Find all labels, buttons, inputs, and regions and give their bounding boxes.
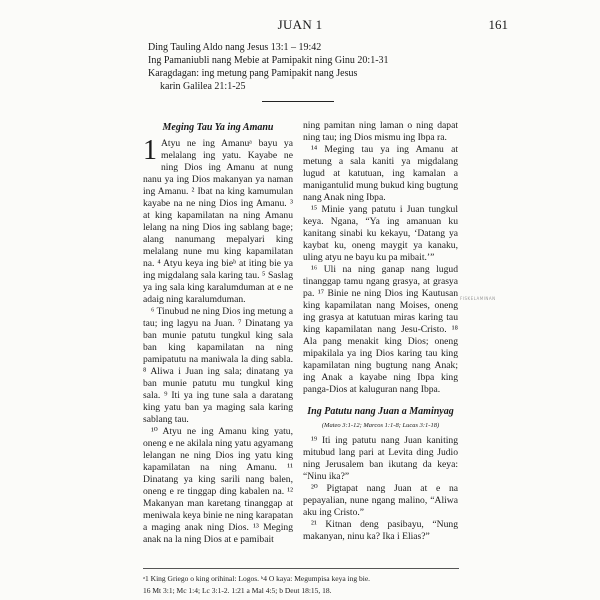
left-column [143, 120, 293, 546]
paragraph: ¹⁶ Uli na ning ganap nang lugud tinanggap tamu ngang grasya, at grasya pa. ¹⁷ Binie ne ning Dios ing Kautusan king kapamilatan nang Moises, oneng ing grasya at katutuan miras karing tau king kapamilatan nang Jesu-Cristo. ¹⁸ Ala pang menakit king Dios; oneng mipakilala ya ing Dios karing tau king kapamilatan ning bugtung nang Anak; ing Anak a kayabe ning Ibpa king panga-Dios at kaluguran nang Ibpa. [303, 264, 458, 395]
paragraph: ¹⁹ Iti ing patutu nang Juan kaniting mitubud lang pari at Levita ding Judio ning Jerusalem ban ikutang da keya: “Ninu ika?” [303, 435, 458, 482]
outline-line: Karagdagan: ing metung pang Pamipakit nang Jesus [148, 68, 358, 79]
book-outline [148, 41, 528, 93]
outline-separator [262, 101, 334, 102]
cross-reference: (Mateo 3:1-12; Marcos 1:1-8; Lucas 3:1-18) [321, 422, 440, 429]
paragraph: ⁶ Tinubud ne ning Dios ing metung a tau; ing lagyu na Juan. ⁷ Dinatang ya ban munie patutu tungkul king sala ban king kapamilatan na ning pamipatutu na maniwala la ding sabla. ⁸ Aliwa i Juan ing sala; dinatang ya ban munie patutu mu tungkul king sala. ⁹ Iti ya ing tune sala a daratang king yatu ban ya maging sala karing sablang tau. [143, 306, 293, 425]
outline-line: Ing Pamaniubli nang Mebie at Pamipakit ning Ginu 20:1-31 [148, 55, 389, 66]
outline-line: Ding Tauling Aldo nang Jesus 13:1 – 19:42 [148, 42, 322, 53]
paragraph: ²¹ Kitnan deng pasibayu, “Nung makanyan, ninu ka? Ika i Elias?” [303, 519, 458, 542]
right-column [303, 120, 458, 543]
chapter-drop-cap: 1 [143, 135, 157, 166]
paragraph: ning pamitan ning laman o ning dapat ning tau; ing Dios mismu ing Ibpa ra. [303, 120, 458, 143]
outline-line: karin Galilea 21:1-25 [160, 81, 246, 92]
chapter-header: JUAN 1 [277, 17, 323, 32]
paragraph: ¹⁵ Minie yang patutu i Juan tungkul keya. Ngana, “Ya ing amanuan ku kanitang sinabi ku kekayu, ‘Datang ya kaybat ku, oneng maygit ya kanaku, uling atyu ne bayu ku pa mibait.’” [303, 204, 458, 263]
section-heading: Ing Patutu nang Juan a Maminyag [307, 406, 454, 417]
margin-watermark: FISKELAMINAN [460, 296, 496, 301]
paragraph: ¹⁴ Meging tau ya ing Amanu at metung a sala kaniti ya migdalang lugud at katutuan, ing kamalan a manigantulid mung bukud king bugtung nang Anak ning Ibpa. [303, 144, 458, 203]
page-number: 161 [488, 17, 508, 32]
footnote: ᵃ1 King Griego o king orihinal: Logos. ᵇ4 O kaya: Megumpisa keya ing bie. [143, 574, 371, 583]
footnote-references: 16 Mt 3:1; Mc 1:4; Lc 3:1-2. 1:21 a Mal 4:5; b Deut 18:15, 18. [143, 586, 332, 595]
verse-text: Atyu ne ing Amanuᵃ bayu ya melalang ing yatu. Kayabe ne ning Dios ing Amanu at nung nanu ya ing Dios makanyan ya naman ing Amanu. ² Ibat na king kamumulan kayabe na ne ning Dios ing Amanu. ³ at king kapamilatan na ning Amanu lelang na ning Dios ing sablang bage; alang nanumang mepalyari king melalang nune mu king kapamilatan na. ⁴ Atyu keya ing bieᵇ at iting bie ya ing migdalang sala karing tau. ⁵ Saslag ya ing sala king karalumduman at e ne adaig ning karalumduman. [143, 138, 293, 305]
paragraph: ²⁰ Pigtapat nang Juan at e na pepayalian, nune ngang malino, “Aliwa aku ing Cristo.” [303, 483, 458, 518]
paragraph [143, 135, 293, 306]
footnote-rule [143, 568, 459, 569]
section-heading: Meging Tau Ya ing Amanu [162, 122, 274, 133]
paragraph: ¹⁰ Atyu ne ing Amanu king yatu, oneng e ne akilala ning yatu agyamang lelangan ne ning Dios ing yatu king kapamilatan na ning Amanu. ¹¹ Dinatang ya king sarili nang balen, oneng e re tinggap ding kabalen na. ¹² Makanyan man karetang tinanggap at meniwala keya binie ne ning karapatan a maging anak ning Dios. ¹³ Meging anak na la ning Dios at e pamibait [143, 426, 293, 545]
